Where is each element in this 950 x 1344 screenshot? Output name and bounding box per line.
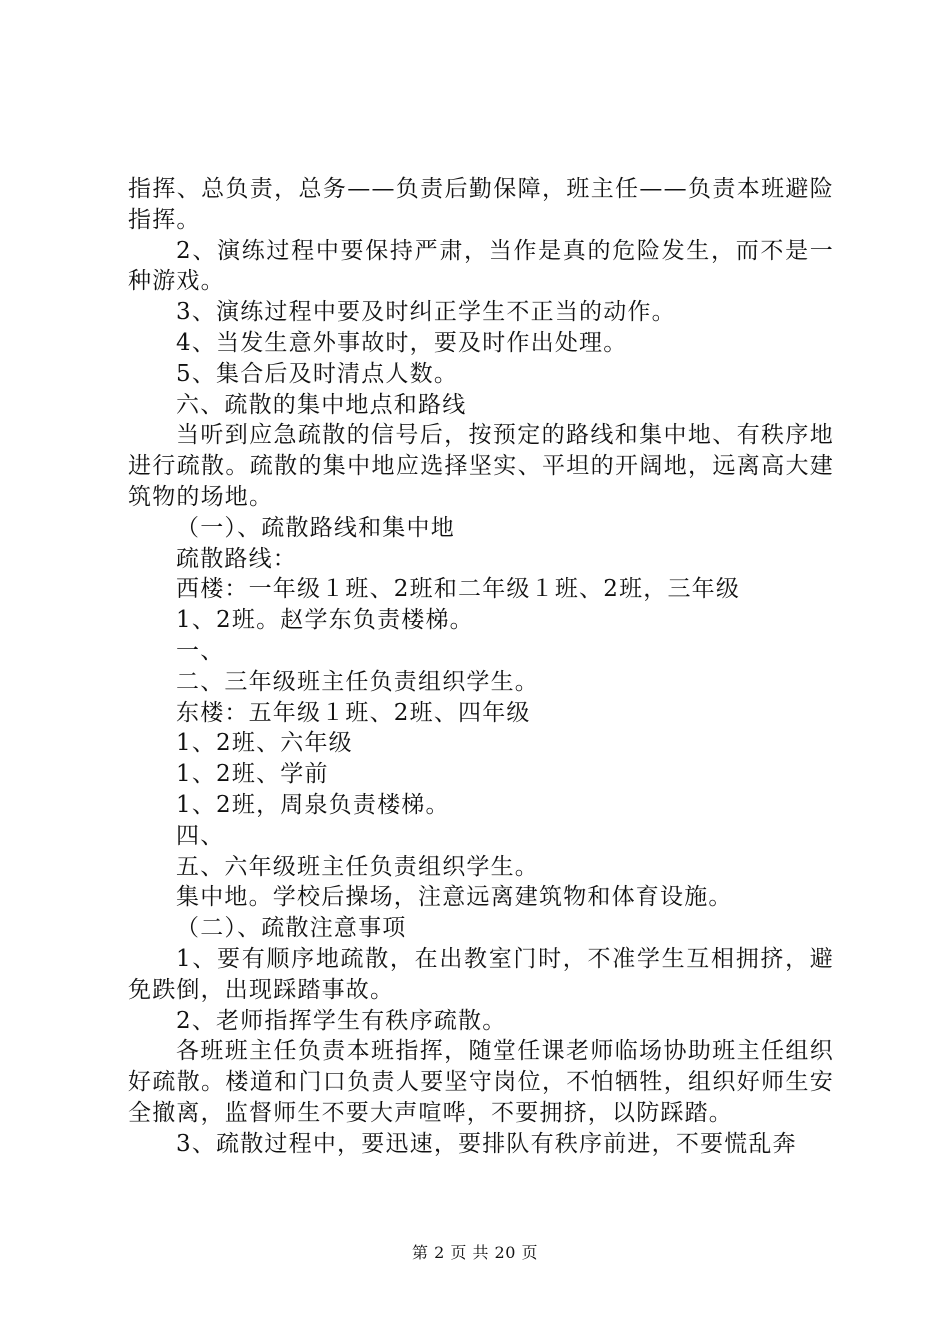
paragraph: 集中地。学校后操场，注意远离建筑物和体育设施。 xyxy=(176,884,733,911)
paragraph: 1、2班，周泉负责楼梯。 xyxy=(176,791,450,818)
section-heading: 六、疏散的集中地点和路线 xyxy=(176,391,467,418)
paragraph: 指挥、总负责，总务——负责后勤保障，班主任——负责本班避险指挥。 xyxy=(128,176,834,233)
paragraph: 四、 xyxy=(176,822,225,849)
paragraph: 五、六年级班主任负责组织学生。 xyxy=(176,853,539,880)
paragraph: 西楼：一年级１班、2班和二年级１班、2班，三年级 xyxy=(176,576,741,603)
paragraph: 1、2班。赵学东负责楼梯。 xyxy=(176,607,474,634)
paragraph: 2、老师指挥学生有秩序疏散。 xyxy=(176,1007,507,1034)
paragraph: 2、演练过程中要保持严肃，当作是真的危险发生，而不是一种游戏。 xyxy=(128,237,834,295)
subsection-heading: （二）、疏散注意事项 xyxy=(176,915,407,942)
paragraph: 当听到应急疏散的信号后，按预定的路线和集中地、有秩序地进行疏散。疏散的集中地应选择坚实、平坦的开阔地，远离高大建筑物的场地。 xyxy=(128,422,834,510)
paragraph: 一、 xyxy=(176,637,225,664)
paragraph: 各班班主任负责本班指挥，随堂任课老师临场协助班主任组织好疏散。楼道和门口负责人要坚守岗位，不怕牺牲，组织好师生安全撤离，监督师生不要大声喧哗，不要拥挤，以防踩踏。 xyxy=(128,1038,834,1126)
document-body xyxy=(128,174,834,1160)
paragraph: 疏散路线： xyxy=(176,545,297,572)
paragraph: 二、三年级班主任负责组织学生。 xyxy=(176,668,539,695)
paragraph: 东楼：五年级１班、2班、四年级 xyxy=(176,699,531,726)
subsection-heading: （一）、疏散路线和集中地 xyxy=(176,514,455,541)
paragraph: 3、演练过程中要及时纠正学生不正当的动作。 xyxy=(176,299,676,326)
paragraph: 1、要有顺序地疏散，在出教室门时，不准学生互相拥挤，避免跌倒，出现踩踏事故。 xyxy=(128,945,834,1003)
paragraph: 1、2班、六年级 xyxy=(176,730,353,757)
paragraph: 5、集合后及时清点人数。 xyxy=(176,360,459,387)
paragraph: 4、当发生意外事故时，要及时作出处理。 xyxy=(176,329,628,356)
paragraph: 1、2班、学前 xyxy=(176,761,329,788)
page-footer: 第 2 页 共 20 页 xyxy=(412,1243,538,1262)
paragraph: 3、疏散过程中，要迅速，要排队有秩序前进，不要慌乱奔 xyxy=(176,1130,797,1157)
